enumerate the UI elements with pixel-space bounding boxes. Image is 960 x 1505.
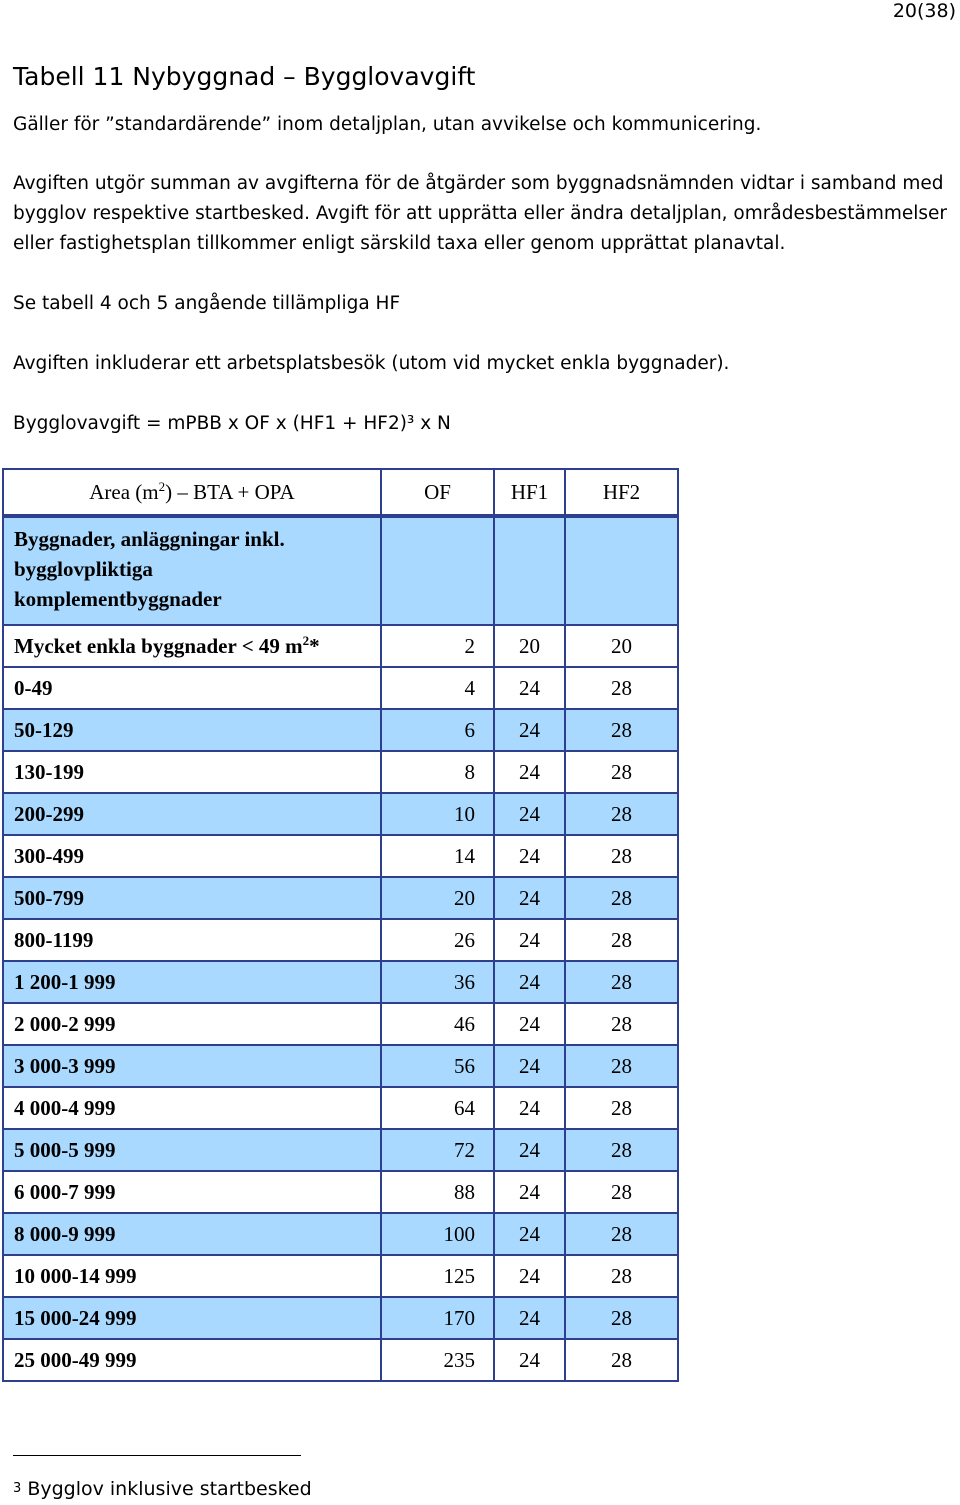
table-row [3, 667, 678, 709]
of-cell: 14 [381, 835, 494, 877]
hf2-cell: 28 [565, 1297, 678, 1339]
table-header-row [3, 469, 678, 516]
area-cell: 800-1199 [3, 919, 381, 961]
hf1-cell: 24 [494, 1171, 565, 1213]
table-row [3, 1087, 678, 1129]
of-cell: 10 [381, 793, 494, 835]
header-area [3, 469, 381, 516]
simple-label-sup: 2 [302, 633, 310, 648]
table-row [3, 709, 678, 751]
simple-building-row [3, 625, 678, 667]
hf1-cell: 24 [494, 1339, 565, 1381]
area-cell: 25 000-49 999 [3, 1339, 381, 1381]
table-row [3, 877, 678, 919]
hf2-cell: 28 [565, 1171, 678, 1213]
of-cell: 125 [381, 1255, 494, 1297]
of-cell: 20 [381, 877, 494, 919]
hf2-cell: 28 [565, 1255, 678, 1297]
hf1-cell: 24 [494, 1003, 565, 1045]
header-hf2: HF2 [565, 469, 678, 516]
area-cell: 8 000-9 999 [3, 1213, 381, 1255]
hf1-cell: 24 [494, 667, 565, 709]
hf1-cell: 24 [494, 1129, 565, 1171]
footnote [13, 1478, 312, 1500]
of-cell: 8 [381, 751, 494, 793]
area-cell: 50-129 [3, 709, 381, 751]
header-hf1: HF1 [494, 469, 565, 516]
of-cell: 170 [381, 1297, 494, 1339]
of-cell: 6 [381, 709, 494, 751]
table-row [3, 835, 678, 877]
hf1-cell: 24 [494, 1087, 565, 1129]
hf1-cell: 24 [494, 793, 565, 835]
table-row [3, 1171, 678, 1213]
area-cell: 500-799 [3, 877, 381, 919]
area-cell: 300-499 [3, 835, 381, 877]
simple-hf1: 20 [494, 625, 565, 667]
simple-label-suffix: * [309, 634, 320, 658]
fee-description-paragraph: Avgiften utgör summan av avgifterna för de åtgärder som byggnadsnämnden vidtar i samband med bygglov respektive startbesked. Avgift för att upprätta eller ändra detaljplan, områdesbestämmelser eller fastighetsplan tillkommer enligt särskild taxa eller genom upprättat planavtal. [13, 173, 948, 254]
group-row [3, 516, 678, 625]
table-row [3, 1045, 678, 1087]
hf1-cell: 24 [494, 1213, 565, 1255]
group-label: Byggnader, anläggningar inkl. bygglovpliktiga komplementbyggnader [3, 516, 381, 625]
hf2-cell: 28 [565, 877, 678, 919]
of-cell: 88 [381, 1171, 494, 1213]
of-cell: 64 [381, 1087, 494, 1129]
hf2-cell: 28 [565, 919, 678, 961]
hf1-cell: 24 [494, 709, 565, 751]
area-cell: 10 000-14 999 [3, 1255, 381, 1297]
table-row [3, 1297, 678, 1339]
of-cell: 100 [381, 1213, 494, 1255]
footnote-mark: 3 [13, 1481, 22, 1496]
table-row [3, 1339, 678, 1381]
table-row [3, 1129, 678, 1171]
of-cell: 56 [381, 1045, 494, 1087]
footnote-text: Bygglov inklusive startbesked [21, 1478, 312, 1500]
simple-of: 2 [381, 625, 494, 667]
fee-table [2, 468, 679, 1382]
group-hf2-cell [565, 516, 678, 625]
header-area-suffix: ) – BTA + OPA [165, 480, 295, 504]
table-row [3, 1213, 678, 1255]
hf-reference-paragraph: Se tabell 4 och 5 angående tillämpliga HF [13, 293, 401, 314]
table-row [3, 1003, 678, 1045]
area-cell: 1 200-1 999 [3, 961, 381, 1003]
hf2-cell: 28 [565, 1045, 678, 1087]
table-row [3, 751, 678, 793]
area-cell: 5 000-5 999 [3, 1129, 381, 1171]
simple-building-label [3, 625, 381, 667]
group-of-cell [381, 516, 494, 625]
of-cell: 72 [381, 1129, 494, 1171]
area-cell: 4 000-4 999 [3, 1087, 381, 1129]
group-hf1-cell [494, 516, 565, 625]
hf2-cell: 28 [565, 1129, 678, 1171]
area-cell: 130-199 [3, 751, 381, 793]
hf2-cell: 28 [565, 961, 678, 1003]
area-cell: 2 000-2 999 [3, 1003, 381, 1045]
hf1-cell: 24 [494, 835, 565, 877]
page-title: Tabell 11 Nybyggnad – Bygglovavgift [13, 62, 476, 91]
hf1-cell: 24 [494, 877, 565, 919]
header-area-sup: 2 [158, 479, 166, 494]
hf2-cell: 28 [565, 1339, 678, 1381]
area-cell: 15 000-24 999 [3, 1297, 381, 1339]
hf1-cell: 24 [494, 1255, 565, 1297]
area-cell: 200-299 [3, 793, 381, 835]
of-cell: 4 [381, 667, 494, 709]
area-cell: 0-49 [3, 667, 381, 709]
header-area-prefix: Area (m [89, 480, 159, 504]
table-row [3, 793, 678, 835]
hf2-cell: 28 [565, 709, 678, 751]
site-visit-paragraph: Avgiften inkluderar ett arbetsplatsbesök (utom vid mycket enkla byggnader). [13, 353, 730, 374]
hf1-cell: 24 [494, 1045, 565, 1087]
header-of: OF [381, 469, 494, 516]
scope-paragraph: Gäller för ”standardärende” inom detaljplan, utan avvikelse och kommunicering. [13, 114, 762, 135]
hf2-cell: 28 [565, 751, 678, 793]
of-cell: 235 [381, 1339, 494, 1381]
table-row [3, 961, 678, 1003]
table-row [3, 919, 678, 961]
of-cell: 26 [381, 919, 494, 961]
hf2-cell: 28 [565, 667, 678, 709]
hf1-cell: 24 [494, 1297, 565, 1339]
simple-hf2: 20 [565, 625, 678, 667]
hf1-cell: 24 [494, 751, 565, 793]
hf2-cell: 28 [565, 1003, 678, 1045]
table-row [3, 1255, 678, 1297]
hf2-cell: 28 [565, 1087, 678, 1129]
hf2-cell: 28 [565, 793, 678, 835]
page-number: 20(38) [892, 0, 956, 22]
hf1-cell: 24 [494, 961, 565, 1003]
hf2-cell: 28 [565, 1213, 678, 1255]
simple-label-prefix: Mycket enkla byggnader < 49 m [14, 634, 303, 658]
of-cell: 36 [381, 961, 494, 1003]
hf2-cell: 28 [565, 835, 678, 877]
hf1-cell: 24 [494, 919, 565, 961]
area-cell: 6 000-7 999 [3, 1171, 381, 1213]
fee-formula: Bygglovavgift = mPBB x OF x (HF1 + HF2)³ x N [13, 413, 451, 434]
of-cell: 46 [381, 1003, 494, 1045]
area-cell: 3 000-3 999 [3, 1045, 381, 1087]
footnote-divider [13, 1455, 301, 1456]
